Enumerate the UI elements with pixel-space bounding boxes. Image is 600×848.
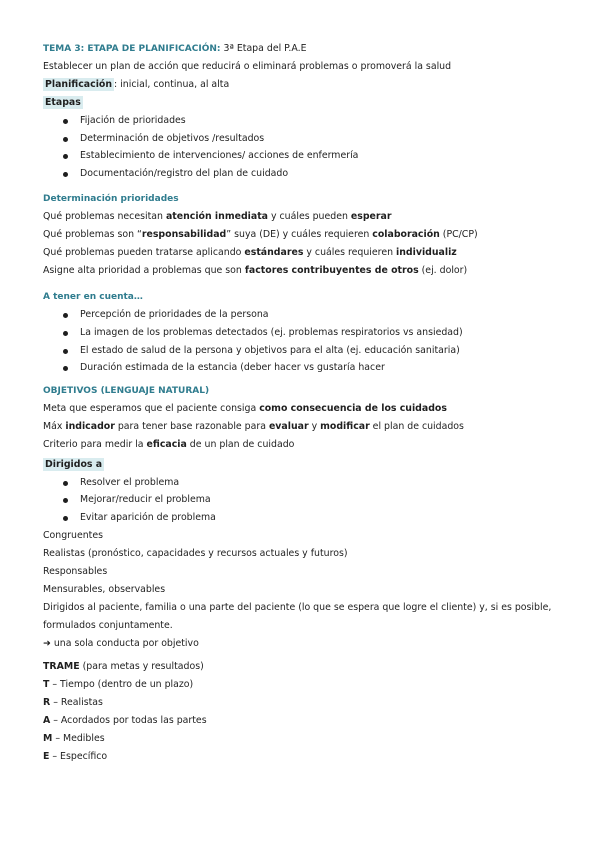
trame-item bbox=[43, 676, 568, 694]
tema-label: TEMA 3: ETAPA DE PLANIFICACIÓN: bbox=[43, 44, 221, 54]
text-run: el plan de cuidados bbox=[369, 420, 464, 432]
list-item: Percepción de prioridades de la persona bbox=[43, 306, 568, 324]
list-item: Resolver el problema bbox=[43, 474, 568, 492]
text-run: (ej. dolor) bbox=[418, 265, 468, 277]
list-item: Evitar aparición de problema bbox=[43, 509, 568, 527]
text-run: ” suya (DE) y cuáles requieren bbox=[226, 229, 373, 241]
text-run: Meta que esperamos que el paciente consiga bbox=[43, 402, 260, 414]
trame-acronym: TRAME bbox=[43, 660, 80, 672]
tener-heading: A tener en cuenta… bbox=[43, 292, 143, 303]
list-item: La imagen de los problemas detectados (ej. problemas respiratorios vs ansiedad) bbox=[43, 324, 568, 342]
bold-run: colaboración bbox=[372, 229, 440, 241]
trame-heading bbox=[43, 658, 568, 676]
bold-run: eficacia bbox=[146, 438, 187, 450]
trame-item bbox=[43, 712, 568, 730]
bold-run: como consecuencia de los cuidados bbox=[259, 402, 447, 414]
trame-letter: T bbox=[43, 678, 50, 690]
bold-run: estándares bbox=[244, 247, 304, 259]
bold-run: evaluar bbox=[268, 420, 309, 432]
document-page bbox=[43, 40, 568, 766]
trame-item bbox=[43, 694, 568, 712]
trame-letter: R bbox=[43, 696, 51, 708]
trame-text: – Tiempo (dentro de un plazo) bbox=[49, 678, 194, 690]
bold-run: responsabilidad bbox=[141, 229, 227, 241]
etapas-heading bbox=[43, 94, 568, 112]
bold-run: esperar bbox=[350, 211, 392, 223]
bold-run: indicador bbox=[65, 420, 115, 432]
text-run: Qué problemas necesitan bbox=[43, 211, 166, 223]
trame-text: – Acordados por todas las partes bbox=[50, 714, 207, 726]
intro-text: Establecer un plan de acción que reducirá o eliminará problemas o promoverá la salud bbox=[43, 61, 452, 72]
trame-text: – Específico bbox=[49, 750, 108, 762]
list-item: Determinación de objetivos /resultados bbox=[43, 130, 568, 148]
caracteristica-line: Responsables bbox=[43, 565, 108, 577]
dirigidos-title: Dirigidos a bbox=[45, 458, 103, 470]
prioridades-line-1 bbox=[43, 208, 568, 226]
objetivos-heading: OBJETIVOS (LENGUAJE NATURAL) bbox=[43, 385, 210, 396]
text-run: Máx bbox=[43, 420, 66, 432]
bold-run: modificar bbox=[320, 420, 370, 432]
trame-letter: M bbox=[43, 732, 53, 744]
text-run: Asigne alta prioridad a problemas que son bbox=[43, 265, 245, 277]
trame-item bbox=[43, 748, 568, 766]
planificacion-line bbox=[43, 76, 568, 94]
list-item: El estado de salud de la persona y objetivos para el alta (ej. educación sanitaria) bbox=[43, 342, 568, 360]
prioridades-heading: Determinación prioridades bbox=[43, 194, 179, 205]
bold-run: atención inmediata bbox=[165, 211, 269, 223]
list-item: Duración estimada de la estancia (deber hacer vs gustaría hacer bbox=[43, 359, 568, 377]
caracteristica-line: Congruentes bbox=[43, 529, 104, 541]
trame-text: – Realistas bbox=[50, 696, 103, 708]
caracteristica-line: Realistas (pronóstico, capacidades y recursos actuales y futuros) bbox=[43, 547, 348, 559]
planificacion-label: Planificación bbox=[45, 79, 113, 90]
text-run: de un plan de cuidado bbox=[186, 438, 295, 450]
text-run: y cuáles pueden bbox=[268, 211, 351, 223]
prioridades-line-3 bbox=[43, 244, 568, 262]
etapas-list bbox=[43, 112, 568, 182]
tema-rest: 3ª Etapa del P.A.E bbox=[220, 43, 307, 54]
objetivos-line-3 bbox=[43, 436, 568, 454]
caracteristica-line: Mensurables, observables bbox=[43, 583, 166, 595]
objetivos-line-2 bbox=[43, 418, 568, 436]
trame-letter: E bbox=[43, 750, 50, 762]
tener-list bbox=[43, 306, 568, 376]
list-item: Establecimiento de intervenciones/ acciones de enfermería bbox=[43, 147, 568, 165]
text-run: (PC/CP) bbox=[439, 229, 478, 241]
text-run: y cuáles requieren bbox=[303, 247, 397, 259]
trame-text: – Medibles bbox=[52, 732, 105, 744]
list-item: Documentación/registro del plan de cuidado bbox=[43, 165, 568, 183]
objetivos-line-1 bbox=[43, 400, 568, 418]
text-run: Qué problemas pueden tratarse aplicando bbox=[43, 247, 245, 259]
prioridades-line-4 bbox=[43, 262, 568, 280]
conducta-note: ➜ una sola conducta por objetivo bbox=[43, 637, 199, 649]
trame-item bbox=[43, 730, 568, 748]
text-run: Criterio para medir la bbox=[43, 438, 147, 450]
prioridades-line-2 bbox=[43, 226, 568, 244]
bold-run: factores contribuyentes de otros bbox=[244, 265, 419, 277]
etapas-title: Etapas bbox=[45, 97, 81, 108]
dirigidos-heading bbox=[43, 456, 568, 474]
dirigidos-list bbox=[43, 474, 568, 527]
text-run: Qué problemas son “ bbox=[43, 229, 142, 241]
bold-run: individualiz bbox=[396, 247, 457, 259]
trame-letter: A bbox=[43, 714, 51, 726]
text-run: para tener base razonable para bbox=[114, 420, 269, 432]
tema-line bbox=[43, 40, 568, 58]
text-run: y bbox=[308, 420, 321, 432]
planificacion-rest: : inicial, continua, al alta bbox=[114, 79, 230, 90]
trame-subtitle: (para metas y resultados) bbox=[79, 660, 204, 672]
list-item: Fijación de prioridades bbox=[43, 112, 568, 130]
list-item: Mejorar/reducir el problema bbox=[43, 491, 568, 509]
caracteristica-line: Dirigidos al paciente, familia o una parte del paciente (lo que se espera que logre el cliente) y, si es posible, bbox=[43, 601, 552, 613]
caracteristica-line: formulados conjuntamente. bbox=[43, 619, 173, 631]
